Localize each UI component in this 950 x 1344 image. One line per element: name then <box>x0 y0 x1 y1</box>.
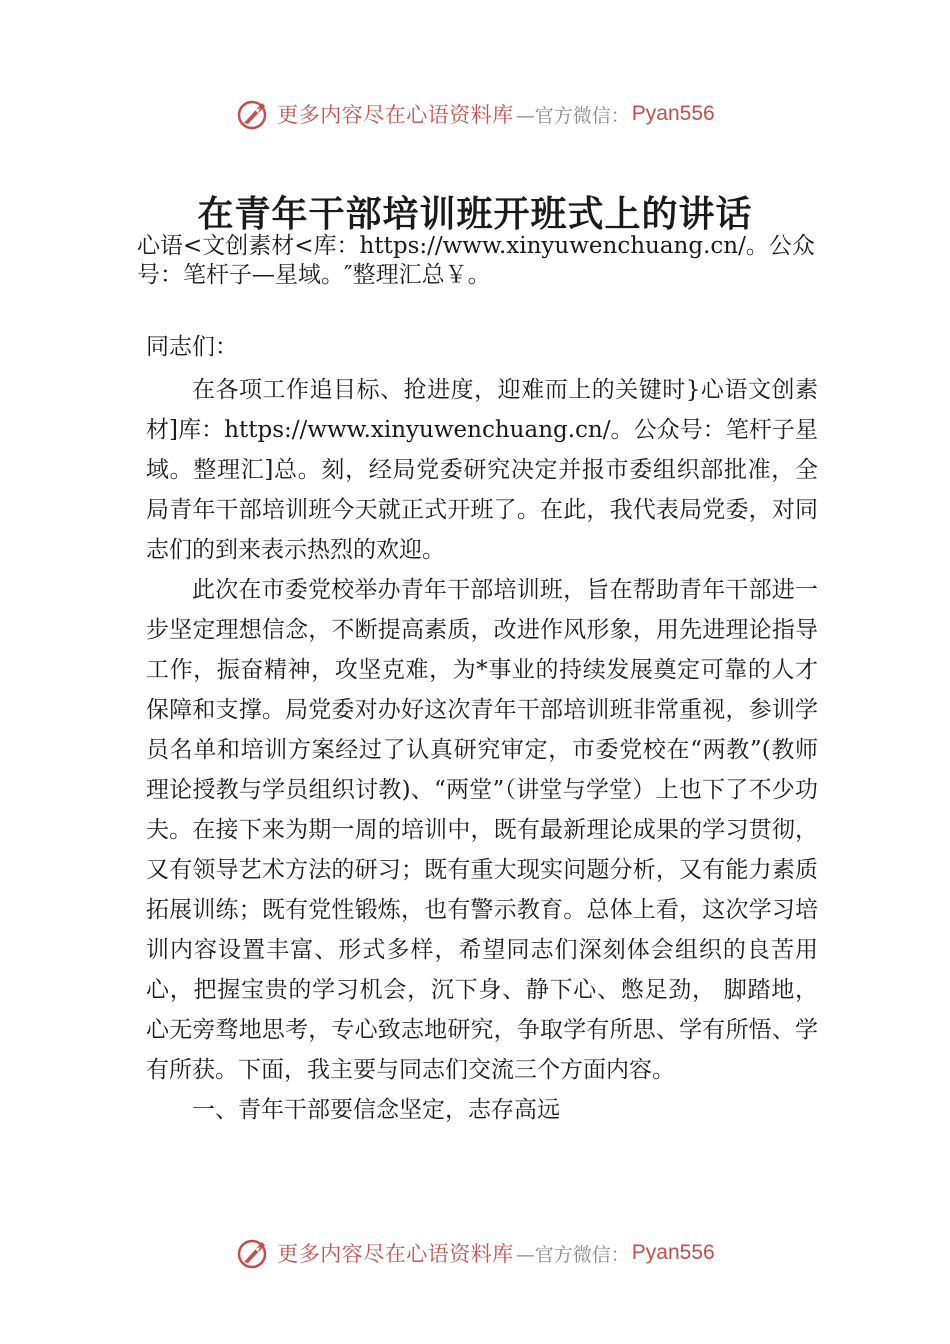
banner-text: 更多内容尽在心语资料库 <box>277 103 514 127</box>
paragraph: 在各项工作追目标、抢进度，迎难而上的关键时}心语文创素材]库：https://www.xinyuwenchuang.cn/。公众号：笔杆子星域。整理汇]总。刻，经局党委研究决定并报市委组织部批准，全局青年干部培训班今天就正式开班了。在此，我代表局党委，对同志们的到来表示热烈的欢迎。 <box>146 377 818 563</box>
document-title: 在青年干部培训班开班式上的讲话 <box>197 193 753 235</box>
banner-wechat-id: Pyan556 <box>631 1241 715 1264</box>
header-banner <box>0 94 950 134</box>
banner-text: 更多内容尽在心语资料库 <box>277 1242 514 1266</box>
section-heading: 一、青年干部要信念坚定，志存高远 <box>192 1097 560 1123</box>
footer-banner <box>0 1233 950 1273</box>
source-line: 心语<文创素材<库：https://www.xinyuwenchuang.cn/。公众号：笔杆子—星域。″整理汇总￥。 <box>137 233 815 288</box>
quill-logo-icon <box>235 96 271 132</box>
paragraph: 此次在市委党校举办青年干部培训班，旨在帮助青年干部进一步坚定理想信念，不断提高素质，改进作风形象，用先进理论指导工作，振奋精神，攻坚克难，为*事业的持续发展奠定可靠的人才保障和支撑。局党委对办好这次青年干部培训班非常重视，参训学员名单和培训方案经过了认真研究审定，市委党校在“两教”(教师理论授教与学员组织讨教)、“两堂”（讲堂与学堂）上也下了不少功夫。在接下来为期一周的培训中，既有最新理论成果的学习贯彻，又有领导艺术方法的研习；既有重大现实问题分析，又有能力素质拓展训练；既有党性锻炼，也有警示教育。总体上看，这次学习培训内容设置丰富、形式多样，希望同志们深刻体会组织的良苦用心，把握宝贵的学习机会，沉下身、静下心、憋足劲， 脚踏地，心无旁骛地思考，专心致志地研究，争取学有所思、学有所悟、学有所获。下面，我主要与同志们交流三个方面内容。 <box>146 577 818 1083</box>
greeting: 同志们： <box>146 334 238 360</box>
banner-wechat-id: Pyan556 <box>631 102 715 125</box>
document-body <box>146 370 818 1130</box>
banner-separator: —官方微信： <box>515 1243 630 1266</box>
banner-separator: —官方微信： <box>515 104 630 127</box>
quill-logo-icon <box>235 1235 271 1271</box>
